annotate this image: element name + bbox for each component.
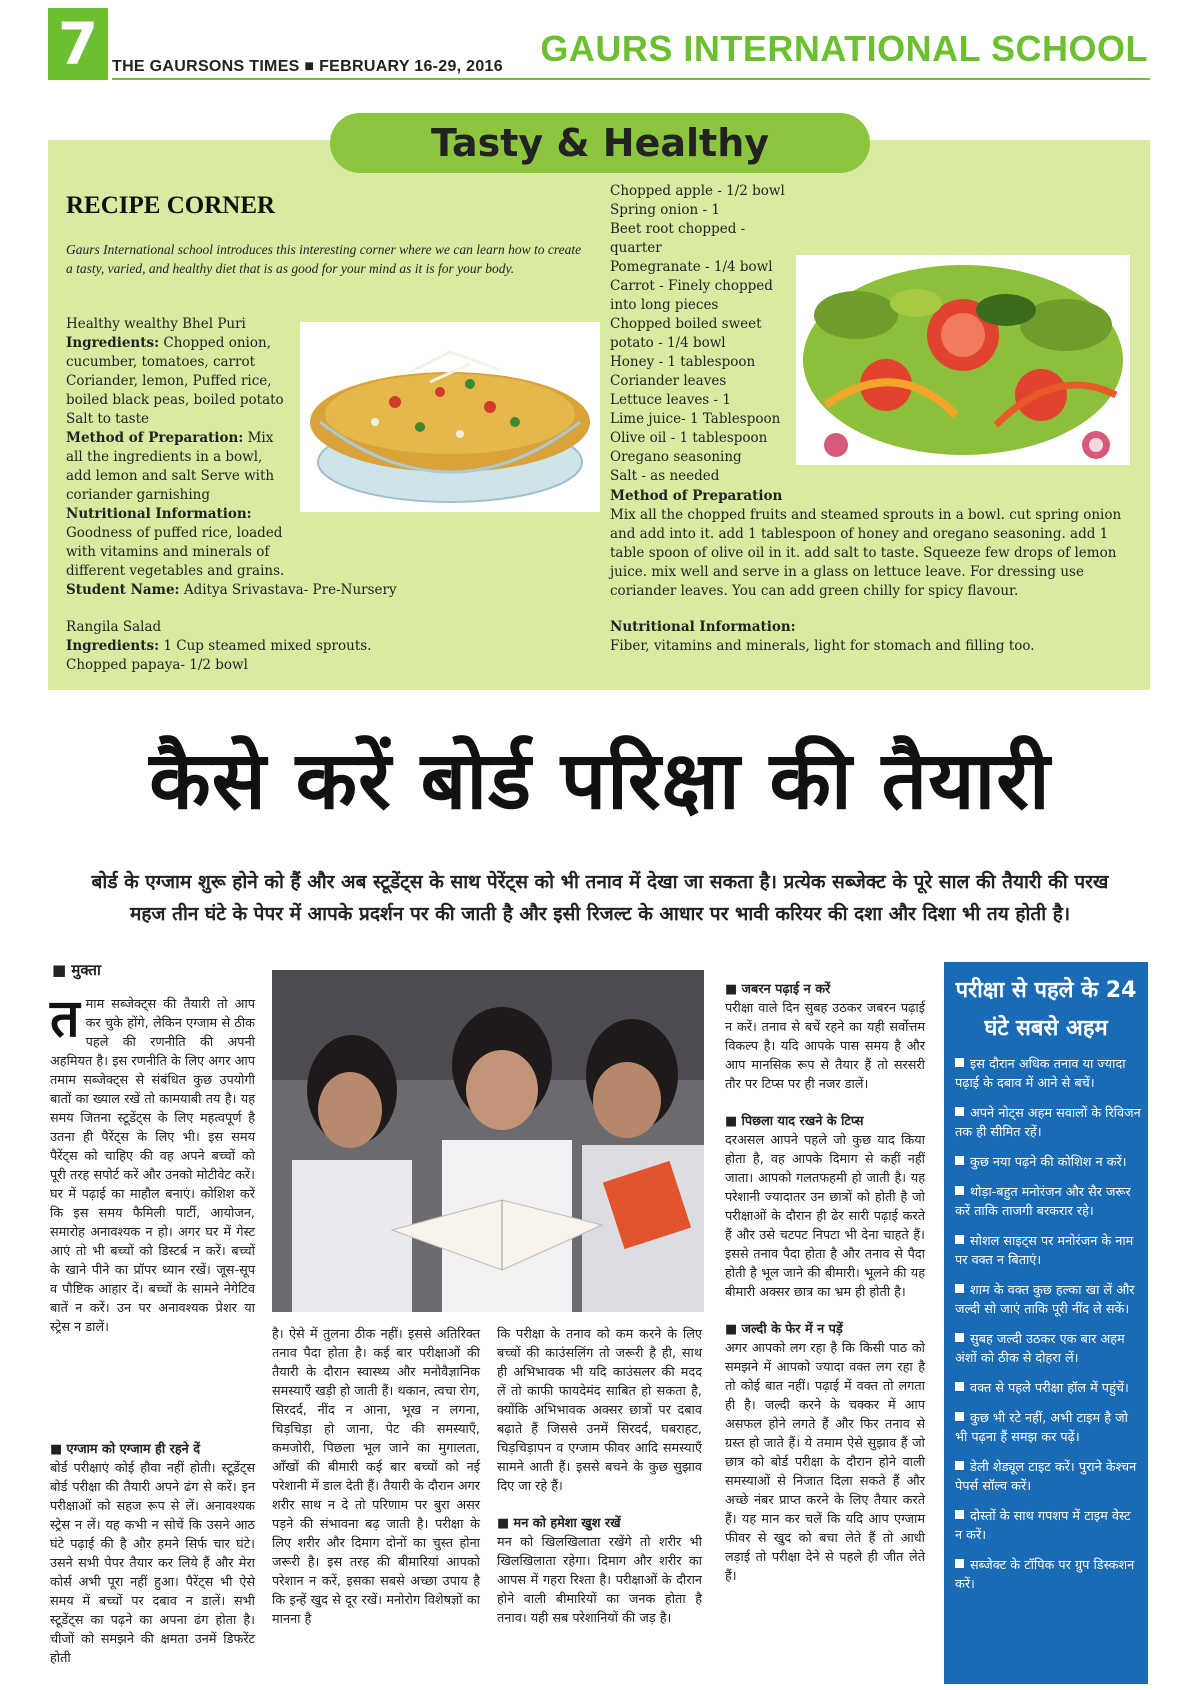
bullet-square-icon [955, 1284, 964, 1293]
article-paragraph: कि परीक्षा के तनाव को कम करने के लिए बच्चों की काउंसलिंग तो जरूरी है ही, साथ ही अभिभावक भी यदि काउंसलर की मदद लें तो काफी फायदेमंद साबित हो सकता है, क्योंकि अभिभावक अक्सर छात्रों पर दबाव बढ़ाते हैं जिससे उनमें सिरदर्द, घबराहट, चिड़चिड़ापन व एग्जाम फीवर आदि समस्याएँ सामने आती हैं। इससे बचने के कुछ सुझाव दिए जा रहे हैं। [497, 1327, 702, 1494]
article-title: कैसे करें बोर्ड परिक्षा की तैयारी [149, 734, 1051, 827]
bullet-square-icon [955, 1107, 964, 1116]
bhel-method [66, 429, 291, 505]
section-title: Tasty & Healthy [430, 121, 770, 165]
article-paragraph: बोर्ड परीक्षाएं कोई हौवा नहीं होती। स्टूडेंट्स बोर्ड परीक्षा की तैयारी अपने ढंग से करें। इन परीक्षाओं को सहज रूप से लें। अनावश्यक स्ट्रेस न लें। यह कभी न सोचें कि उसने आठ घंटे पढ़ाई की है और हमने सिर्फ चार घंटे। उसने सभी पेपर तैयार कर लिये हैं और मेरा कोर्स अभी पूरा नहीं हुआ। पैरेंट्स भी ऐसे समय में बच्चों पर दबाव न डालें। सभी स्टूडेंट्स का पढ़ने का अपना ढंग होता है। चीजों को समझने की क्षमता उनमें डिफरेंट होती [50, 1461, 255, 1666]
salad-title: Rangila Salad [66, 619, 162, 635]
sidebox-item-text: अपने नोट्स अहम सवालों के रिविजन तक ही सीमित रहें। [955, 1106, 1141, 1140]
article-column-2 [272, 1325, 480, 1629]
salad-nutrition-label: Nutritional Information: [610, 619, 796, 635]
bhel-ingredients [66, 334, 291, 429]
article-paragraph: परीक्षा वाले दिन सुबह उठकर जबरन पढ़ाई न करें। तनाव से बचें रहने का यही सर्वोत्तम विकल्प है। यदि आपके पास समय है और आप मानसिक रूप से तैयार हैं तो सरसरी तौर पर टिप्स पर ही नजर डालें। [725, 1001, 925, 1092]
salad-nutrition [610, 618, 1145, 656]
bullet-square-icon [955, 1156, 964, 1165]
sidebox-item-text: डेली शेड्यूल टाइट करें। पुराने केश्चन पेपर्स सॉल्व करें। [955, 1460, 1137, 1494]
bullet-square-icon [955, 1333, 964, 1342]
article-subtitle: बोर्ड के एग्जाम शुरू होने को हैं और अब स्टूडेंट्स के साथ पेरेंट्स को भी तनाव में देखा जा सकता है। प्रत्येक सब्जेक्ट के पूरे साल की तैयारी की परख महज तीन घंटे के पेपर में आपके प्रदर्शन पर की जाती है और इसी रिजल्ट के आधार पर भावी करियर की दशा और दिशा भी तय होती है। [91, 871, 1109, 925]
salad-ingredient: Honey - 1 tablespoon [610, 354, 756, 370]
bullet-square-icon [955, 1412, 964, 1421]
subhead-recall: ■ पिछला याद रखने के टिप्स [725, 1114, 864, 1129]
bhel-puri-photo [300, 322, 600, 512]
sidebox-item [955, 1153, 1141, 1172]
salad-ingredient: Pomegranate - 1/4 bowl [610, 259, 773, 275]
sidebox-item [955, 1281, 1141, 1319]
sidebox-item-text: सोशल साइट्स पर मनोरंजन के नाम पर वक्त न बिताएं। [955, 1234, 1134, 1268]
students-photo [272, 970, 704, 1312]
bhel-recipe [66, 315, 397, 600]
salad-photo [796, 255, 1130, 465]
article-paragraph: अगर आपको लग रहा है कि किसी पाठ को समझने में आपको ज्यादा वक्त लग रहा है तो कोई बात नहीं। पढ़ाई में वक्त तो लगता ही है। जल्दी करने के चक्कर में आप असफल होने लगते हैं और फिर तनाव से ग्रस्त हो जाते हैं। ये तमाम ऐसे सुझाव हैं जो छात्र को बोर्ड परीक्षा के दौरान होने वाली समस्याओं से निजात दिला सकते हैं और अच्छे नंबर प्राप्त करने के लिए तैयार करते हैं। यह मान कर चलें कि यदि आप एग्जाम फीवर से खुद को बचा लेते हैं तो आधी लड़ाई तो परीक्षा देने से पहले ही जीत लेते हैं। [725, 1341, 925, 1584]
recipe-heading: RECIPE CORNER [66, 192, 276, 219]
subhead-exam: ■ एग्जाम को एग्जाम ही रहने दें [50, 1442, 200, 1457]
sidebox-item-text: शाम के वक्त कुछ हल्का खा लें और जल्दी सो जाएं ताकि पूरी नींद ले सकें। [955, 1283, 1135, 1317]
bullet-square-icon [955, 1382, 964, 1391]
sidebox-item [955, 1507, 1141, 1545]
article-column-1 [50, 989, 255, 1337]
bullet-square-icon [955, 1235, 964, 1244]
salad-nutrition-text: Fiber, vitamins and minerals, light for stomach and filling too. [610, 638, 1035, 654]
sidebox-item [955, 1556, 1141, 1594]
sidebox-item-text: कुछ भी रटे नहीं, अभी टाइम है जो भी पढ़ना हैं समझ कर पढ़ें। [955, 1411, 1128, 1445]
salad-method [610, 487, 1145, 601]
student-label: Student Name: [66, 582, 180, 598]
sidebox-item-text: दोस्तों के साथ गपशप में टाइम वेस्ट न करें। [955, 1509, 1131, 1543]
recipe-intro: Gaurs International school introduces this interesting corner where we can learn how to create a tasty, varied, and healthy diet that is as good for your mind as it is for your body. [66, 242, 582, 276]
article-column-3 [497, 1325, 702, 1628]
bhel-ingredients-text: Chopped onion, cucumber, tomatoes, carrot Coriander, lemon, Puffed rice, boiled black peas, boiled potato Salt to taste [66, 335, 284, 427]
bullet-square-icon [955, 1461, 964, 1470]
byline: ■ मुक्ता [52, 961, 101, 979]
sidebox-item [955, 1104, 1141, 1142]
sidebox-item-text: सब्जेक्ट के टॉपिक पर ग्रुप डिस्कशन करें। [955, 1558, 1135, 1592]
bhel-method-label: Method of Preparation: [66, 430, 244, 446]
subhead-mind: ■ मन को हमेशा खुश रखें [497, 1516, 621, 1531]
school-name: GAURS INTERNATIONAL SCHOOL [540, 28, 1148, 69]
article-paragraph: दरअसल आपने पहले जो कुछ याद किया होता है, वह आपके दिमाग से कहीं नहीं जाता। आपको गलतफहमी हो जाती है। यह परेशानी ज्यादातर उन छात्रों को होती है जो परीक्षाओं के दौरान ही ढेर सारी पढ़ाई करते हैं और उसे चटपट निपटा भी देना चाहते हैं। इससे तनाव पैदा होता है और तनाव से पैदा होती है भूल जाने की बीमारी। भूलने की यह बीमारी अक्सर छात्र का भ्रम ही होती है। [725, 1133, 925, 1300]
salad-method-text: Mix all the chopped fruits and steamed sprouts in a bowl. cut spring onion and add into it. add 1 tablespoon of honey and oregano seasoning. add 1 table spoon of olive oil in it. add salt to taste. Squeeze few drops of lemon juice. mix well and serve in a glass on lettuce leave. For dressing use coriander leaves. You can add green chilly for spicy flavour. [610, 507, 1122, 599]
bhel-nutrition-text: Goodness of puffed rice, loaded with vitamins and minerals of different vegetables and grains. [66, 525, 285, 579]
salad-recipe-start [66, 618, 396, 675]
subhead-force: ■ जबरन पढ़ाई न करें [725, 982, 831, 997]
bullet-square-icon [955, 1559, 964, 1568]
publication-line: THE GAURSONS TIMES ■ FEBRUARY 16-29, 2016 [112, 58, 503, 75]
sidebox-item-text: इस दौरान अधिक तनाव या ज्यादा पढ़ाई के दबाव में आने से बचें। [955, 1057, 1126, 1091]
salad-ingredient: Olive oil - 1 tablespoon [610, 430, 768, 446]
article-column-4 [725, 980, 925, 1586]
article-paragraph: है। ऐसे में तुलना ठीक नहीं। इससे अतिरिक्त तनाव पैदा होता है। कई बार परीक्षाओं की तैयारी के दौरान स्वास्थ्य और मनोवैज्ञानिक समस्याएँ खड़ी हो जाती हैं। थकान, त्वचा रोग, सिरदर्द, नींद न आना, भूख न लगना, चिड़चिड़ा हो जाना, पेट की समस्याएँ, कमजोरी, पिछला भूल जाने का मुगालता, आँखों की बीमारी कई बार बच्चों को नई परेशानी में डाल देती हैं। तैयारी के दौरान अगर शरीर साथ न दे तो परिणाम पर बुरा असर पड़ने की संभावना बढ़ जाती है। परीक्षा के लिए शरीर और दिमाग दोनों का चुस्त होना जरूरी है। इस तरह की बीमारियां आपको परेशान न करें, इसका सबसे अच्छा उपाय है कि इन्हें खुद से दूर रखें। मनोरोग विशेषज्ञों का मानना है [272, 1327, 480, 1627]
bullet-square-icon [955, 1186, 964, 1195]
bhel-ingredients-label: Ingredients: [66, 335, 160, 351]
header-rule [112, 78, 1150, 80]
salad-ingredient: Lettuce leaves - 1 [610, 392, 731, 408]
salad-ingredients-start [66, 637, 396, 656]
bullet-square-icon [955, 1058, 964, 1067]
salad-ingredient: Carrot - Finely chopped into long pieces [610, 278, 773, 313]
salad-ingredients-list [610, 182, 790, 486]
salad-ingredients-first: 1 Cup steamed mixed sprouts. [163, 638, 372, 654]
bhel-title: Healthy wealthy Bhel Puri [66, 316, 246, 332]
bhel-method-text: Mix all the ingredients in a bowl, add lemon and salt Serve with coriander garnishing [66, 430, 275, 503]
drop-cap: त [50, 989, 80, 1049]
sidebox-item [955, 1330, 1141, 1368]
article-paragraph: मन को खिलखिलाता रखेंगे तो शरीर भी खिलखिलाता रहेगा। दिमाग और शरीर का आपस में गहरा रिश्ता है। परीक्षाओं के दौरान होने वाली बीमारियों का जनक होता है तनाव। यही सब परेशानियों की जड़ है। [497, 1535, 702, 1626]
student-name: Aditya Srivastava- Pre-Nursery [183, 582, 397, 598]
sidebox-item [955, 1458, 1141, 1496]
sidebox-title: परीक्षा से पहले के 24 घंटे सबसे अहम [955, 978, 1137, 1041]
page-number: 7 [48, 8, 108, 80]
section-title-pill [330, 113, 870, 173]
salad-ingredient: Chopped apple - 1/2 bowl [610, 183, 785, 199]
sidebox-item [955, 1055, 1141, 1093]
article-column-1-lower [50, 1440, 255, 1668]
sidebox-item [955, 1232, 1141, 1270]
salad-ingredient: Spring onion - 1 [610, 202, 720, 218]
salad-ingredient: Salt - as needed [610, 468, 720, 484]
sidebox-item-text: थोड़ा-बहुत मनोरंजन और सैर जरूर करें ताकि ताजगी बरकरार रहे। [955, 1185, 1131, 1219]
salad-ingredient: Beet root chopped - quarter [610, 221, 746, 256]
salad-ingredient: Chopped papaya- 1/2 bowl [66, 657, 248, 673]
sidebox-item-text: कुछ नया पढ़ने की कोशिश न करें। [970, 1155, 1127, 1170]
salad-ingredient: Coriander leaves [610, 373, 727, 389]
bullet-square-icon [955, 1510, 964, 1519]
sidebox-item [955, 1409, 1141, 1447]
sidebox-item [955, 1379, 1141, 1398]
subhead-hurry: ■ जल्दी के फेर में न पड़ें [725, 1322, 843, 1337]
sidebox-item-text: वक्त से पहले परीक्षा हॉल में पहुंचें। [970, 1381, 1129, 1396]
salad-ingredient: Lime juice- 1 Tablespoon [610, 411, 781, 427]
article-paragraph: माम सब्जेक्ट्स की तैयारी तो आप कर चुके होंगे, लेकिन एग्जाम से ठीक पहले की रणनीति की अपनी अहमियत है। इस रणनीति के लिए अगर आप तमाम सब्जेक्ट्स से संबंधित कुछ उपयोगी बातों का ख्याल रखें तो कामयाबी तय है। यह समय जितना स्टूडेंट्स के लिए महत्वपूर्ण है उतना ही पैरेंट्स के लिए भी। इस समय पैरेंट्स को चाहिए की वह अपने बच्चों को पूरी तरह सपोर्ट करें और उनको मोटीवेट करें। घर में पढ़ाई का माहौल बनाएं। कोशिश करें कि इस समय फैमिली पार्टी, आयोजन, समारोह अनावश्यक न हो। अगर घर में गेस्ट आएं तो भी बच्चों को डिस्टर्ब न करें। बच्चों के खाने पीने का प्रॉपर ध्यान रखें। जूस-सूप व पौष्टिक आहार दें। बच्चों के सामने नेगेटिव बातें न करें। उन पर अनावश्यक प्रेशर या स्ट्रेस न डालें। [50, 997, 255, 1335]
sidebox-item [955, 1183, 1141, 1221]
salad-ingredient: Oregano seasoning [610, 449, 742, 465]
bhel-student [66, 581, 397, 600]
sidebox-list [955, 1055, 1141, 1605]
salad-ingredients-label: Ingredients: [66, 638, 160, 654]
bhel-nutrition-label: Nutritional Information: [66, 506, 252, 522]
sidebox-item-text: सुबह जल्दी उठकर एक बार अहम अंशों को ठीक से दोहरा लें। [955, 1332, 1125, 1366]
salad-method-label: Method of Preparation [610, 488, 783, 504]
salad-ingredient: Chopped boiled sweet potato - 1/4 bowl [610, 316, 762, 351]
